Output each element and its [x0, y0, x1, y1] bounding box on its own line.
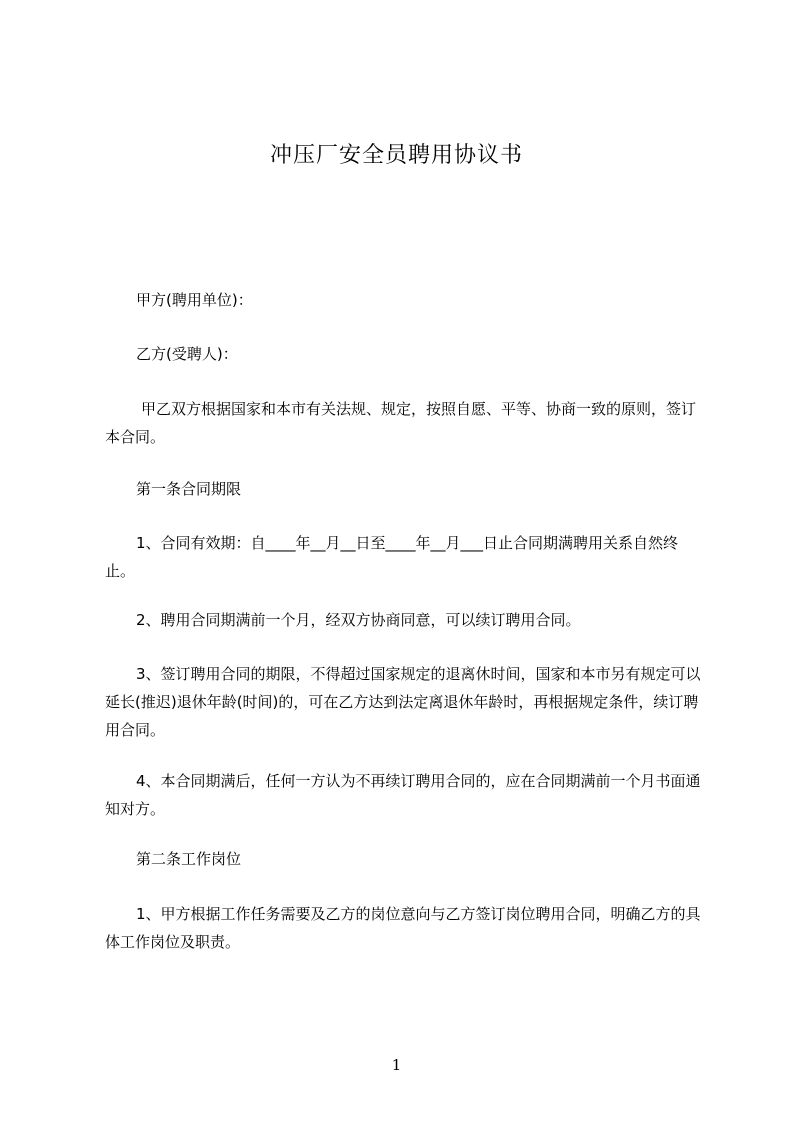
page-number: 1 — [391, 1056, 402, 1074]
document-title: 冲压厂安全员聘用协议书 — [269, 143, 523, 168]
article1-item-4: 4、本合同期满后，任何一方认为不再续订聘用合同的，应在合同期满前一个月书面通知对方。 — [105, 772, 701, 818]
article1-item-2: 2、聘用合同期满前一个月，经双方协商同意，可以续订聘用合同。 — [136, 611, 581, 629]
article2-heading: 第二条工作岗位 — [136, 850, 242, 868]
party-b-line: 乙方(受聘人)： — [136, 345, 238, 363]
party-a-line: 甲方(聘用单位)： — [136, 291, 253, 309]
article2-item-1: 1、甲方根据工作任务需要及乙方的岗位意向与乙方签订岗位聘用合同，明确乙方的具体工作岗位及职责。 — [105, 905, 701, 951]
article1-item-3: 3、签订聘用合同的期限，不得超过国家规定的退离休时间，国家和本市另有规定可以延长(推迟)退休年龄(时间)的，可在乙方达到法定离退休年龄时，再根据规定条件，续订聘用合同。 — [105, 665, 701, 739]
article1-heading: 第一条合同期限 — [136, 480, 242, 498]
intro-paragraph: 甲乙双方根据国家和本市有关法规、规定，按照自愿、平等、协商一致的原则，签订本合同。 — [105, 400, 697, 446]
article1-item-1: 1、合同有效期：自____年__月__日至____年__月___日止合同期满聘用关系自然终止。 — [105, 534, 679, 580]
